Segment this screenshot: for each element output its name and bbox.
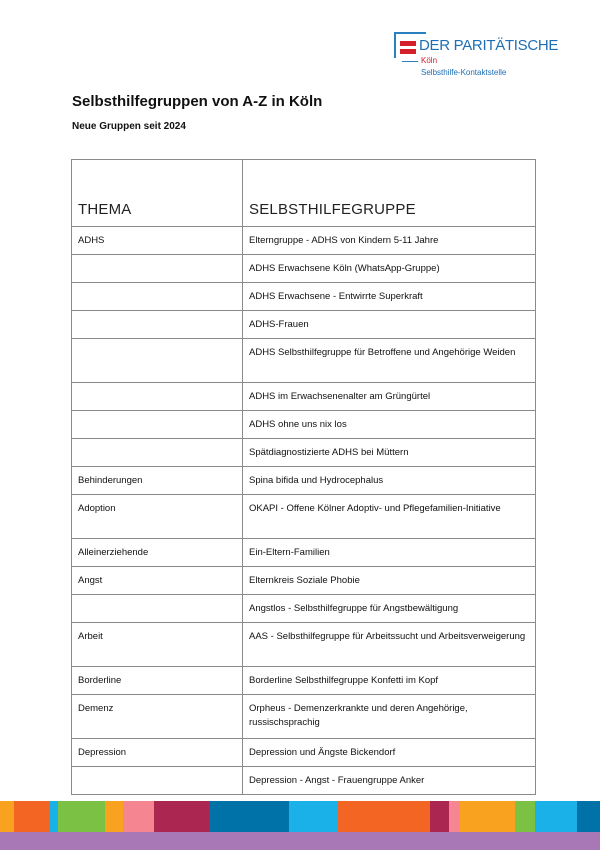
cell-selbsthilfegruppe: Ein-Eltern-Familien bbox=[243, 539, 536, 567]
logo-subtitle: Selbsthilfe-Kontaktstelle bbox=[421, 68, 507, 77]
cell-selbsthilfegruppe: ADHS Erwachsene - Entwirrte Superkraft bbox=[243, 283, 536, 311]
header-selbsthilfegruppe: SELBSTHILFEGRUPPE bbox=[243, 160, 536, 227]
logo-equals-icon bbox=[400, 41, 416, 57]
cell-selbsthilfegruppe: Orpheus - Demenzerkrankte und deren Angehörige, russischsprachig bbox=[243, 695, 536, 739]
table-row bbox=[72, 495, 536, 539]
stripe-segment bbox=[50, 801, 58, 832]
cell-thema: Borderline bbox=[72, 667, 243, 695]
cell-thema bbox=[72, 283, 243, 311]
table-row bbox=[72, 339, 536, 383]
cell-selbsthilfegruppe: ADHS-Frauen bbox=[243, 311, 536, 339]
cell-selbsthilfegruppe: ADHS im Erwachsenenalter am Grüngürtel bbox=[243, 383, 536, 411]
table-header-row bbox=[72, 160, 536, 227]
cell-thema: ADHS bbox=[72, 227, 243, 255]
cell-thema: Demenz bbox=[72, 695, 243, 739]
cell-thema bbox=[72, 767, 243, 795]
cell-thema: Behinderungen bbox=[72, 467, 243, 495]
table-row bbox=[72, 255, 536, 283]
document-subtitle: Neue Gruppen seit 2024 bbox=[72, 121, 186, 132]
cell-selbsthilfegruppe: Spina bifida und Hydrocephalus bbox=[243, 467, 536, 495]
table-row bbox=[72, 467, 536, 495]
cell-thema bbox=[72, 439, 243, 467]
stripe-segment bbox=[449, 801, 460, 832]
table-row bbox=[72, 567, 536, 595]
table-row bbox=[72, 227, 536, 255]
cell-thema: Adoption bbox=[72, 495, 243, 539]
cell-selbsthilfegruppe: Elterngruppe - ADHS von Kindern 5-11 Jahre bbox=[243, 227, 536, 255]
stripe-segment bbox=[0, 801, 14, 832]
table-row bbox=[72, 623, 536, 667]
cell-thema bbox=[72, 383, 243, 411]
groups-table bbox=[71, 159, 536, 795]
table-row bbox=[72, 667, 536, 695]
footer-color-stripe bbox=[0, 801, 600, 832]
cell-selbsthilfegruppe: Elternkreis Soziale Phobie bbox=[243, 567, 536, 595]
stripe-segment bbox=[123, 801, 154, 832]
stripe-segment bbox=[338, 801, 430, 832]
logo-divider bbox=[402, 61, 418, 62]
stripe-segment bbox=[58, 801, 105, 832]
stripe-segment bbox=[209, 801, 289, 832]
stripe-segment bbox=[515, 801, 535, 832]
logo-name: DER PARITÄTISCHE bbox=[419, 37, 559, 54]
cell-thema bbox=[72, 595, 243, 623]
cell-thema bbox=[72, 311, 243, 339]
stripe-segment bbox=[430, 801, 449, 832]
stripe-segment bbox=[460, 801, 515, 832]
logo-city: Köln bbox=[421, 56, 438, 65]
cell-thema bbox=[72, 339, 243, 383]
cell-selbsthilfegruppe: Depression - Angst - Frauengruppe Anker bbox=[243, 767, 536, 795]
cell-selbsthilfegruppe: Depression und Ängste Bickendorf bbox=[243, 739, 536, 767]
table-row bbox=[72, 283, 536, 311]
table-row bbox=[72, 411, 536, 439]
cell-selbsthilfegruppe: Spätdiagnostizierte ADHS bei Müttern bbox=[243, 439, 536, 467]
table-row bbox=[72, 595, 536, 623]
cell-thema: Alleinerziehende bbox=[72, 539, 243, 567]
table-row bbox=[72, 383, 536, 411]
cell-selbsthilfegruppe: ADHS Erwachsene Köln (WhatsApp-Gruppe) bbox=[243, 255, 536, 283]
table-row bbox=[72, 311, 536, 339]
cell-selbsthilfegruppe: ADHS Selbsthilfegruppe für Betroffene und Angehörige Weiden bbox=[243, 339, 536, 383]
stripe-segment bbox=[577, 801, 600, 832]
document-title: Selbsthilfegruppen von A-Z in Köln bbox=[72, 93, 323, 110]
table-row bbox=[72, 539, 536, 567]
stripe-segment bbox=[289, 801, 338, 832]
footer-base-bar bbox=[0, 832, 600, 850]
cell-selbsthilfegruppe: ADHS ohne uns nix los bbox=[243, 411, 536, 439]
table-row bbox=[72, 695, 536, 739]
cell-thema bbox=[72, 255, 243, 283]
header-thema: THEMA bbox=[72, 160, 243, 227]
stripe-segment bbox=[154, 801, 209, 832]
table-row bbox=[72, 767, 536, 795]
cell-selbsthilfegruppe: Angstlos - Selbsthilfegruppe für Angstbewältigung bbox=[243, 595, 536, 623]
cell-thema: Arbeit bbox=[72, 623, 243, 667]
paritaetische-logo bbox=[394, 32, 564, 80]
cell-thema bbox=[72, 411, 243, 439]
cell-thema: Depression bbox=[72, 739, 243, 767]
table-row bbox=[72, 739, 536, 767]
cell-thema: Angst bbox=[72, 567, 243, 595]
cell-selbsthilfegruppe: AAS - Selbsthilfegruppe für Arbeitssucht und Arbeitsverweigerung bbox=[243, 623, 536, 667]
cell-selbsthilfegruppe: Borderline Selbsthilfegruppe Konfetti im Kopf bbox=[243, 667, 536, 695]
table-row bbox=[72, 439, 536, 467]
stripe-segment bbox=[14, 801, 50, 832]
stripe-segment bbox=[105, 801, 123, 832]
stripe-segment bbox=[535, 801, 577, 832]
cell-selbsthilfegruppe: OKAPI - Offene Kölner Adoptiv- und Pflegefamilien-Initiative bbox=[243, 495, 536, 539]
